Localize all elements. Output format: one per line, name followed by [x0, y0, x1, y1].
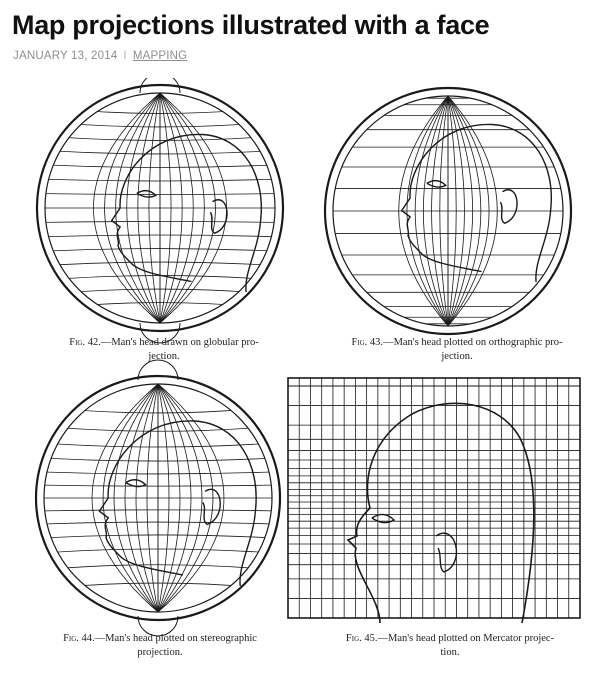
caption-fig44-text: —Man's head plotted on stereographic	[94, 633, 257, 644]
figure-illustration	[0, 78, 606, 676]
caption-fig42-text-cont: jection.	[148, 351, 180, 362]
caption-fig44-label: Fig. 44.	[63, 633, 95, 644]
eye	[137, 191, 156, 197]
caption-fig43-text: —Man's head plotted on orthographic pro-	[383, 337, 563, 348]
caption-fig42-text: —Man's head drawn on globular pro-	[100, 337, 259, 348]
caption-fig45-text-cont: tion.	[440, 647, 460, 658]
post-meta	[13, 50, 187, 62]
face-profile	[348, 403, 534, 623]
caption-fig43-text-cont: jection.	[441, 351, 473, 362]
category-link[interactable]: MAPPING	[132, 50, 188, 62]
caption-fig45-text: —Man's head plotted on Mercator projec-	[377, 633, 555, 644]
stereographic-projection-figure	[36, 360, 280, 636]
meta-separator: I	[123, 50, 127, 62]
post-title: Map projections illustrated with a face	[12, 10, 490, 40]
caption-fig45-label: Fig. 45.	[345, 633, 378, 644]
ear	[436, 533, 456, 572]
caption-fig43-label: Fig. 43.	[351, 337, 384, 348]
caption-fig44-text-cont: projection.	[137, 647, 183, 658]
caption-fig44	[10, 632, 310, 660]
caption-fig42	[14, 336, 314, 364]
globular-projection-figure	[37, 78, 283, 343]
caption-fig42-label: Fig. 42.	[69, 337, 101, 348]
ear	[500, 190, 517, 223]
caption-fig45	[300, 632, 600, 660]
orthographic-projection-figure	[325, 88, 571, 334]
caption-fig43	[312, 336, 602, 364]
post-date: JANUARY 13, 2014	[13, 50, 118, 62]
ear	[203, 489, 220, 524]
eye	[427, 181, 446, 187]
projection-figures-svg	[0, 78, 606, 676]
mercator-projection-figure	[288, 378, 580, 623]
eye	[126, 480, 146, 487]
